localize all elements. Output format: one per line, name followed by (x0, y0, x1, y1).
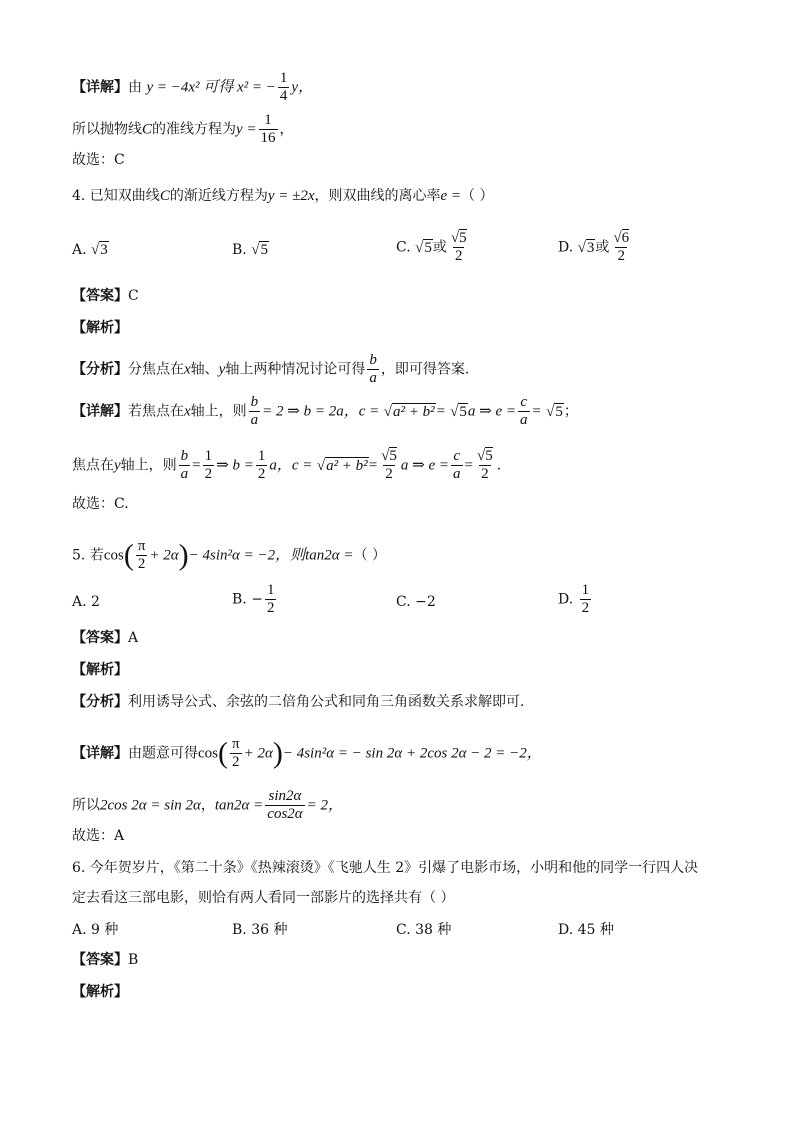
fraction: $\frac{√5}{2}$ (450, 230, 467, 264)
fraction: $\frac{\pi}{2}$ (232, 736, 240, 770)
sqrt: √5 (415, 239, 432, 256)
fraction: $\frac{1}{2}$ (266, 582, 275, 616)
q3-detail-line1: 【详解】由 y = −4x² 可得 x² = − $\frac{1}{4}$ y， (72, 70, 314, 104)
q5-analysis-label: 【解析】 (72, 662, 128, 678)
q5-answer: 【答案】A (72, 630, 139, 646)
q6-option-b[interactable]: B. 36 种 (232, 922, 288, 938)
q4-stem: 4. 已知双曲线C的渐近线方程为y = ±2x，则双曲线的离心率e =（ ） (72, 188, 494, 204)
fraction: $\frac{\pi}{2}$ (137, 538, 146, 572)
q5-option-b[interactable]: B. − $\frac{1}{2}$ (232, 582, 275, 616)
q6-stem-line1: 6. 今年贺岁片，《第二十条》《热辣滚烫》《飞驰人生 2》引爆了电影市场，小明和他的同学一行四人决 (72, 860, 699, 876)
fraction: $\frac{√6}{2}$ (613, 230, 630, 264)
q4-option-d[interactable]: D. √3或 $\frac{√6}{2}$ (558, 230, 630, 264)
fraction: $\frac{1}{16}$ (260, 112, 276, 146)
fraction: $\frac{b}{a}$ (180, 448, 189, 482)
fraction: $\frac{√5}{2}$ (381, 448, 397, 482)
detail-label: 【详解】 (72, 79, 128, 96)
q6-analysis-label: 【解析】 (72, 984, 128, 1000)
fraction: $\frac{c}{a}$ (453, 448, 461, 482)
q5-choice: 故选：A (72, 828, 125, 844)
q5-option-d[interactable]: D. $\frac{1}{2}$ (558, 582, 590, 616)
fraction: $\frac{1}{2}$ (204, 448, 213, 482)
fraction: $\frac{1}{4}$ (279, 70, 288, 104)
fraction: $\frac{1}{2}$ (257, 448, 266, 482)
sqrt: √5 (450, 403, 467, 420)
sqrt: √5 (251, 242, 268, 258)
q4-option-b[interactable]: B. √5 (232, 242, 268, 258)
q5-stem: 5. 若cos( $\frac{\pi}{2}$ + 2α)− 4sin²α = −2，则tan2α =（ ） (72, 538, 387, 572)
q4-option-a[interactable]: A. √3 (72, 242, 108, 258)
q6-option-c[interactable]: C. 38 种 (396, 922, 452, 938)
fraction: $\frac{c}{a}$ (520, 394, 528, 428)
fraction: $\frac{b}{a}$ (369, 352, 377, 386)
q4-choice: 故选：C. (72, 496, 129, 512)
q5-detail-line1: 【详解】由题意可得cos( $\frac{\pi}{2}$ + 2α)− 4sin²α = − sin 2α + 2cos 2α − 2 = −2， (72, 736, 542, 770)
q6-option-a[interactable]: A. 9 种 (72, 922, 119, 938)
sqrt: √a² + b² (383, 403, 435, 420)
q4-detail-line2: 焦点在y轴上，则 $\frac{b}{a}$ = $\frac{1}{2}$ ⇒ b = $\frac{1}{2}$ a，c = √a² + b²= $\frac{√5}{2}$ a ⇒ e = $\frac{c}{a}$ = $\frac{√5}{2}$ . (72, 448, 502, 482)
q5-option-a[interactable]: A. 2 (72, 594, 100, 610)
q6-answer: 【答案】B (72, 952, 139, 968)
q6-stem-line2: 定去看这三部电影，则恰有两人看同一部影片的选择共有（ ） (72, 890, 455, 906)
sqrt: √a² + b² (316, 457, 368, 474)
q4-option-c[interactable]: C. √5或 $\frac{√5}{2}$ (396, 230, 467, 264)
sqrt: √3 (577, 239, 595, 256)
fraction: $\frac{b}{a}$ (250, 394, 259, 428)
q3-detail-line2: 所以抛物线C的准线方程为y = $\frac{1}{16}$ ， (72, 112, 294, 146)
sqrt: √3 (91, 242, 108, 258)
sqrt: √5 (546, 403, 563, 420)
q5-detail-line2: 所以2cos 2α = sin 2α，tan2α = $\frac{\sin 2\alpha}{\cos 2\alpha}$ = 2， (72, 788, 344, 822)
q4-analysis-label: 【解析】 (72, 320, 128, 336)
q3-choice: 故选：C (72, 152, 125, 168)
q5-option-c[interactable]: C. −2 (396, 594, 436, 610)
q5-fenxi: 【分析】利用诱导公式、余弦的二倍角公式和同角三角函数关系求解即可. (72, 694, 525, 710)
q4-answer: 【答案】C (72, 288, 139, 304)
fraction: $\frac{√5}{2}$ (476, 448, 493, 482)
fraction: $\frac{\sin 2\alpha}{\cos 2\alpha}$ (267, 788, 303, 822)
fraction: $\frac{1}{2}$ (581, 582, 590, 616)
q4-detail-line1: 【详解】若焦点在x轴上，则 $\frac{b}{a}$ = 2 ⇒ b = 2a，c = √a² + b²= √5a ⇒ e = $\frac{c}{a}$ = √5； (72, 394, 578, 428)
q6-option-d[interactable]: D. 45 种 (558, 922, 614, 938)
q4-fenxi: 【分析】分焦点在x轴、y轴上两种情况讨论可得 $\frac{b}{a}$ ，即可得答案. (72, 352, 470, 386)
